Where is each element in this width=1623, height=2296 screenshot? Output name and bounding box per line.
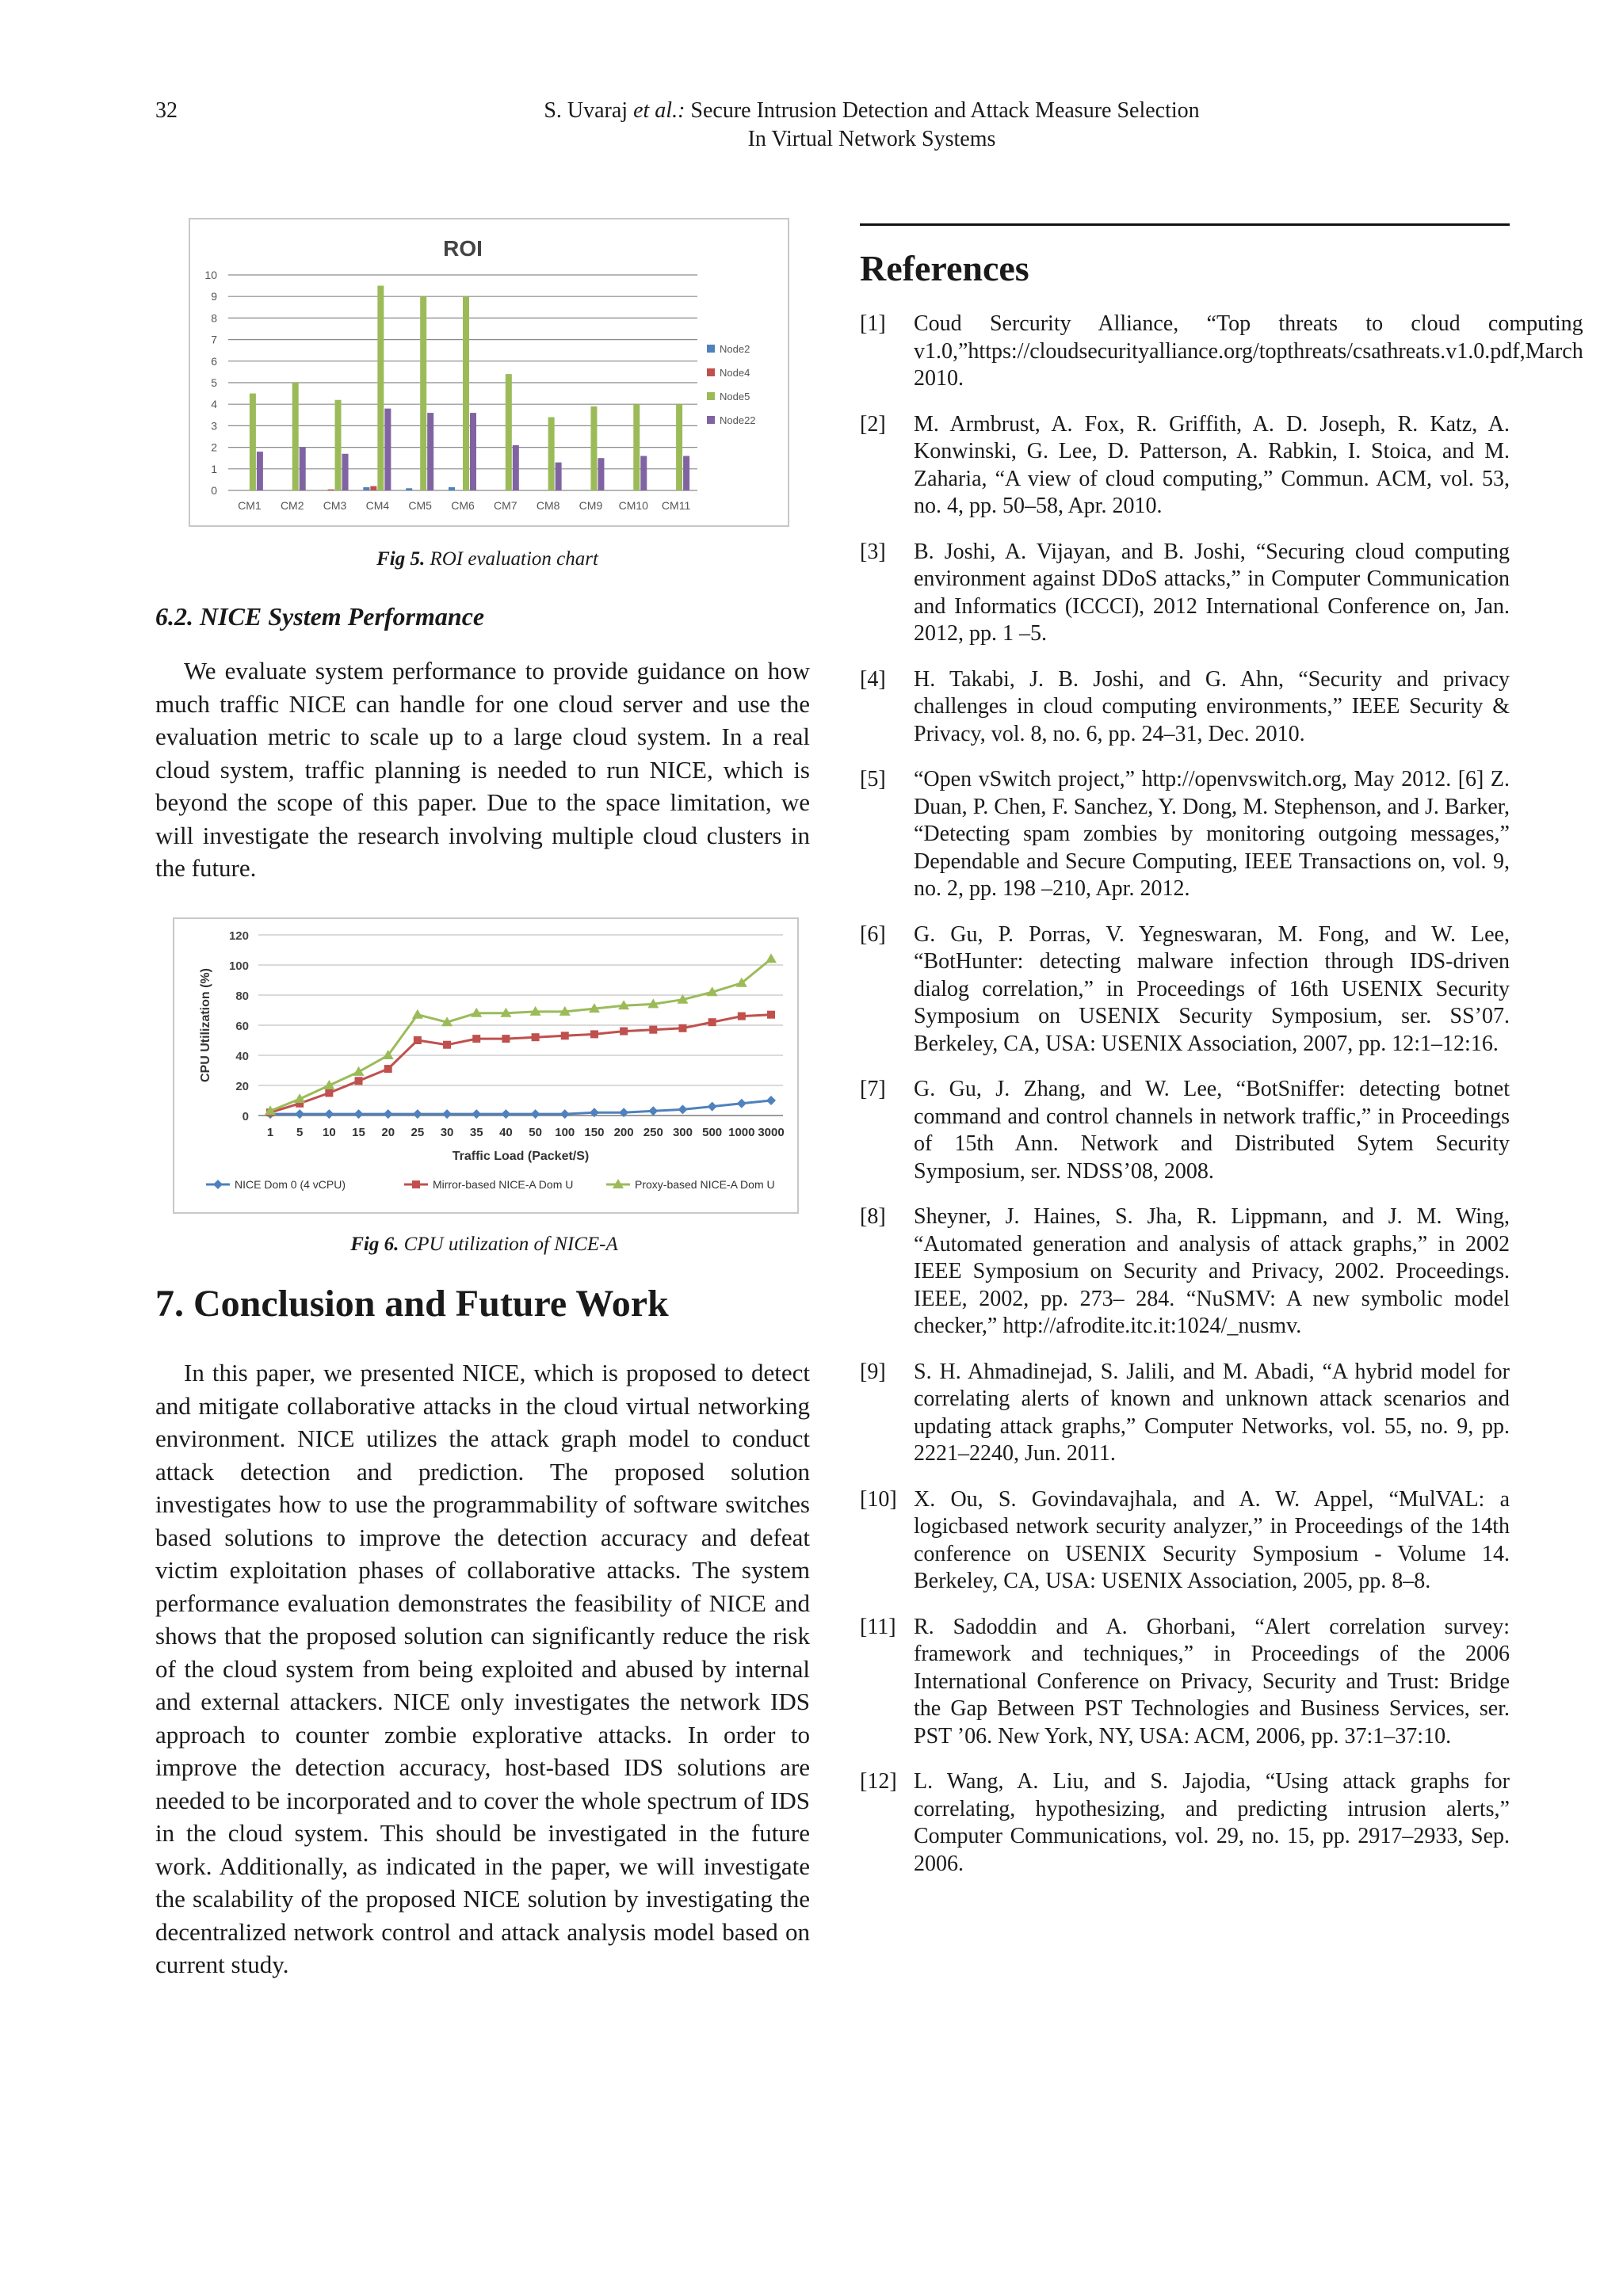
- y-tick-label: 60: [235, 1020, 249, 1033]
- data-point: [532, 1033, 540, 1041]
- reference-text: S. H. Ahmadinejad, S. Jalili, and M. Abadi, “A hybrid model for correlating alerts of known and unknown attack scenarios and updating attack graphs,” Computer Networks, vol. 55, no. 9, pp. 2221–2240, Jun. 2011.: [914, 1359, 1510, 1466]
- fig6-chart-frame: [173, 917, 799, 1214]
- y-tick-label: 4: [211, 398, 217, 411]
- bar-node5: [250, 394, 256, 490]
- references-list: [860, 311, 1583, 1896]
- x-tick-label: 500: [702, 1126, 723, 1139]
- y-tick-label: 3: [211, 419, 217, 433]
- fig6-caption-text: CPU utilization of NICE-A: [399, 1234, 618, 1255]
- reference-text: Sheyner, J. Haines, S. Jha, R. Lippmann, and J. M. Wing, “Automated generation and analysis of attack graphs,” in 2002 IEEE Symposium on Security and Privacy, 2002. Proceedings. IEEE, 2002, pp. 273– 284. “NuSMV: A new symbolic model checker,” http://afrodite.itc.it:1024/_nusmv.: [914, 1204, 1510, 1338]
- reference-item: [860, 921, 1510, 1058]
- x-tick-label: CM4: [365, 499, 390, 512]
- reference-item: [860, 539, 1510, 648]
- data-point: [560, 1109, 570, 1119]
- section-6-2-heading: 6.2. NICE System Performance: [155, 602, 485, 631]
- x-tick-label: CM1: [238, 499, 262, 512]
- roi-bar-chart: [190, 219, 788, 525]
- bar-node5: [377, 286, 384, 490]
- data-point: [413, 1109, 422, 1119]
- series-line: [270, 1015, 771, 1113]
- y-tick-label: 10: [204, 269, 217, 281]
- y-axis-label: CPU Utilization (%): [199, 968, 212, 1082]
- bar-node22: [470, 413, 476, 490]
- x-tick-label: CM2: [280, 499, 304, 512]
- bar-node2: [363, 487, 369, 490]
- x-axis-label: Traffic Load (Packet/S): [452, 1150, 590, 1163]
- x-tick-label: CM5: [408, 499, 432, 512]
- x-tick-label: 1: [266, 1126, 274, 1139]
- section-6-2-paragraph: We evaluate system performance to provide guidance on how much traffic NICE can handle for one cloud server and use the evaluation metric to scale up to a large cloud system. In a real cloud system, traffic planning is needed to run NICE, which is beyond the scope of this paper. Due to the space limitation, we will investigate the research involving multiple cloud clusters in the future.: [155, 657, 810, 882]
- bar-node5: [548, 418, 555, 490]
- bar-node22: [513, 445, 519, 490]
- reference-text: G. Gu, J. Zhang, and W. Lee, “BotSniffer: detecting botnet command and control channels in network traffic,” in Proceedings of 15th Ann. Network and Distributed Sytem Security Symposium, ser. NDSS’08, 2008.: [914, 1077, 1510, 1184]
- data-point: [620, 1028, 628, 1035]
- y-tick-label: 100: [228, 959, 249, 973]
- reference-number: [7]: [860, 1077, 886, 1101]
- y-tick-label: 9: [211, 290, 217, 303]
- bar-node22: [640, 456, 647, 490]
- reference-number: [11]: [860, 1614, 896, 1639]
- y-tick-label: 80: [235, 990, 249, 1003]
- data-point: [708, 1102, 717, 1112]
- data-point: [708, 1018, 716, 1026]
- bar-node5: [676, 404, 682, 490]
- running-head-title-1: Secure Intrusion Detection and Attack Measure Selection: [685, 98, 1200, 123]
- data-point: [767, 1011, 775, 1019]
- x-tick-label: CM9: [579, 499, 603, 512]
- legend-label: Node2: [720, 343, 750, 355]
- reference-text: B. Joshi, A. Vijayan, and B. Joshi, “Securing cloud computing environment against DDoS attacks,” in Computer Communication and Informatics (ICCCI), 2012 International Conference on, Jan. 2012, pp. 1 –5.: [914, 539, 1510, 646]
- bar-node5: [292, 383, 299, 490]
- data-point: [766, 953, 777, 963]
- reference-number: [2]: [860, 411, 886, 437]
- bar-node5: [590, 406, 597, 490]
- fig6-caption-label: Fig 6.: [350, 1234, 399, 1255]
- reference-item: [860, 666, 1510, 749]
- legend-swatch: [707, 368, 715, 376]
- reference-text: R. Sadoddin and A. Ghorbani, “Alert correlation survey: framework and techniques,” in Proceedings of the 2006 International Conference on Privacy, Security and Trust: Bridge the Gap Between PST Technologies and Business Services, ser. PST ’06. New York, NY, USA: ACM, 2006, pp. 37:1–37:10.: [914, 1614, 1510, 1749]
- x-tick-label: 1000: [728, 1126, 755, 1139]
- y-tick-label: 0: [242, 1110, 249, 1123]
- data-point: [590, 1030, 598, 1038]
- references-rule: [860, 223, 1510, 226]
- references-heading: References: [860, 248, 1029, 288]
- legend-swatch: [707, 345, 715, 353]
- running-head-etal: et al.:: [633, 98, 685, 123]
- reference-number: [8]: [860, 1204, 886, 1229]
- y-tick-label: 2: [211, 441, 217, 454]
- reference-item: [860, 1768, 1510, 1878]
- data-point: [678, 1104, 687, 1114]
- x-tick-label: 10: [323, 1126, 336, 1139]
- x-tick-label: CM11: [661, 499, 691, 512]
- chart-title: ROI: [443, 236, 483, 261]
- data-point: [384, 1065, 392, 1073]
- y-tick-label: 120: [228, 929, 249, 943]
- reference-number: [12]: [860, 1769, 897, 1794]
- x-tick-label: 25: [411, 1126, 425, 1139]
- data-point: [502, 1035, 510, 1043]
- data-point: [766, 1096, 776, 1105]
- data-point: [678, 1024, 686, 1032]
- legend-label: NICE Dom 0 (4 vCPU): [235, 1178, 346, 1191]
- series-line: [270, 1100, 771, 1114]
- reference-text: M. Armbrust, A. Fox, R. Griffith, A. D. Joseph, R. Katz, A. Konwinski, G. Lee, D. Patterson, A. Rabkin, I. Stoica, and M. Zaharia, “A view of cloud computing,” Commun. ACM, vol. 53, no. 4, pp. 50–58, Apr. 2010.: [914, 411, 1510, 518]
- reference-text: X. Ou, S. Govindavajhala, and A. W. Appel, “MulVAL: a logicbased network security analyzer,” in Proceedings of the 14th conference on USENIX Security Symposium - Volume 14. Berkeley, CA, USA: USENIX Association, 2005, pp. 8–8.: [914, 1486, 1510, 1593]
- data-point: [472, 1035, 480, 1043]
- section-7-heading: 7. Conclusion and Future Work: [155, 1283, 669, 1325]
- reference-number: [1]: [860, 311, 886, 336]
- data-point: [442, 1109, 452, 1119]
- bar-node22: [257, 452, 263, 490]
- reference-item: [860, 1076, 1510, 1185]
- x-tick-label: 200: [613, 1126, 634, 1139]
- data-point: [355, 1077, 363, 1085]
- reference-text: “Open vSwitch project,” http://openvswitch.org, May 2012. [6] Z. Duan, P. Chen, F. Sanchez, Y. Dong, M. Stephenson, and J. Barker, “Detecting spam zombies by monitoring outgoing messages,” Dependable and Secure Computing, IEEE Transactions on, vol. 9, no. 2, pp. 198 –210, Apr. 2012.: [914, 767, 1510, 901]
- running-head: [396, 97, 1347, 154]
- bar-node5: [335, 400, 342, 490]
- bar-node22: [300, 448, 306, 490]
- page-number: 32: [155, 98, 178, 123]
- x-tick-label: 40: [499, 1126, 513, 1139]
- reference-item: [860, 411, 1510, 521]
- data-point: [737, 1099, 747, 1108]
- running-head-author: S. Uvaraj: [544, 98, 634, 123]
- reference-text: L. Wang, A. Liu, and S. Jajodia, “Using attack graphs for correlating, hypothesizing, and predicting intrusion alerts,” Computer Communications, vol. 29, no. 15, pp. 2917–2933, Sep. 2006.: [914, 1769, 1510, 1876]
- x-tick-label: CM7: [494, 499, 517, 512]
- x-tick-label: 300: [672, 1126, 693, 1139]
- data-point: [648, 1106, 658, 1116]
- reference-number: [5]: [860, 767, 886, 791]
- reference-number: [3]: [860, 539, 886, 564]
- x-tick-label: 30: [440, 1126, 454, 1139]
- reference-number: [10]: [860, 1486, 897, 1512]
- data-point: [414, 1036, 422, 1044]
- reference-number: [9]: [860, 1359, 886, 1384]
- x-tick-label: 50: [529, 1126, 542, 1139]
- y-tick-label: 0: [211, 484, 217, 497]
- legend-swatch: [707, 416, 715, 424]
- bar-node4: [370, 486, 376, 490]
- data-point: [561, 1032, 569, 1039]
- reference-text: G. Gu, P. Porras, V. Yegneswaran, M. Fong, and W. Lee, “BotHunter: detecting malware infection through IDS-driven dialog correlation,” in Proceedings of 16th USENIX Security Symposium on USENIX Security Symposium, ser. SS’07. Berkeley, CA, USA: USENIX Association, 2007, pp. 12:1–12:16.: [914, 921, 1510, 1056]
- data-point: [354, 1109, 364, 1119]
- bar-node2: [406, 488, 412, 490]
- data-point: [324, 1109, 334, 1119]
- data-point: [443, 1041, 451, 1049]
- x-tick-label: CM3: [323, 499, 347, 512]
- data-point: [325, 1089, 333, 1097]
- x-tick-label: 20: [381, 1126, 395, 1139]
- legend-label: Node5: [720, 391, 750, 402]
- x-tick-label: CM8: [536, 499, 560, 512]
- x-tick-label: CM6: [451, 499, 475, 512]
- bar-node22: [556, 463, 562, 490]
- reference-item: [860, 311, 1583, 393]
- fig6-caption: [173, 1234, 796, 1256]
- fig5-chart-frame: [189, 218, 789, 527]
- legend-label: Mirror-based NICE-A Dom U: [433, 1178, 574, 1191]
- legend-marker: [412, 1180, 420, 1188]
- data-point: [738, 1013, 746, 1020]
- bar-node22: [384, 409, 391, 490]
- y-tick-label: 20: [235, 1080, 249, 1093]
- legend-label: Node4: [720, 367, 750, 379]
- fig5-caption: [189, 548, 786, 570]
- bar-node22: [427, 413, 433, 490]
- y-tick-label: 1: [211, 462, 217, 475]
- reference-number: [4]: [860, 666, 886, 692]
- cpu-line-chart: [174, 919, 797, 1212]
- x-tick-label: CM10: [618, 499, 648, 512]
- y-tick-label: 5: [211, 376, 217, 389]
- y-tick-label: 7: [211, 333, 217, 346]
- bar-node2: [449, 487, 455, 490]
- data-point: [384, 1109, 393, 1119]
- x-tick-label: 100: [555, 1126, 575, 1139]
- data-point: [649, 1026, 657, 1034]
- bar-node22: [683, 456, 689, 490]
- data-point: [412, 1009, 423, 1019]
- series-line: [270, 959, 771, 1111]
- section-7-paragraph: In this paper, we presented NICE, which is proposed to detect and mitigate collaborative attacks in the cloud virtual networking environment. NICE utilizes the attack graph model to conduct attack detection and prediction. The proposed solution investigates how to use the programmability of software switches based solutions to improve the detection accuracy and defeat victim exploitation phases of collaborative attacks. The system performance evaluation demonstrates the feasibility of NICE and shows that the proposed solution can significantly reduce the risk of the cloud system from being exploited and abused by internal and external attackers. NICE only investigates the network IDS approach to counter zombie explorative attacks. In order to improve the detection accuracy, host-based IDS solutions are needed to be incorporated and to cover the whole spectrum of IDS in the cloud system. This should be investigated in the future work. Additionally, as indicated in the paper, we will investigate the scalability of the proposed NICE solution by investigating the decentralized network control and attack analysis model based on current study.: [155, 1359, 810, 1978]
- bar-node5: [420, 296, 426, 490]
- running-head-title-2: In Virtual Network Systems: [747, 127, 996, 151]
- data-point: [295, 1109, 304, 1119]
- fig5-caption-label: Fig 5.: [376, 548, 426, 570]
- bar-node5: [506, 374, 512, 490]
- x-tick-label: 35: [469, 1126, 483, 1139]
- data-point: [531, 1109, 540, 1119]
- reference-item: [860, 1614, 1510, 1751]
- reference-item: [860, 1486, 1510, 1596]
- legend-label: Proxy-based NICE-A Dom U: [635, 1178, 775, 1191]
- legend-swatch: [707, 392, 715, 400]
- reference-text: H. Takabi, J. B. Joshi, and G. Ahn, “Security and privacy challenges in cloud computing environments,” IEEE Security & Privacy, vol. 8, no. 6, pp. 24–31, Dec. 2010.: [914, 666, 1510, 746]
- x-tick-label: 5: [296, 1126, 304, 1139]
- bar-node5: [633, 404, 640, 490]
- reference-text: Coud Sercurity Alliance, “Top threats to cloud computing v1.0,”https://cloudsecurityalliance.org/topthreats/csathreats.v1.0.pdf,March 2010.: [914, 311, 1583, 391]
- y-tick-label: 8: [211, 311, 217, 325]
- legend-label: Node22: [720, 414, 756, 426]
- legend-marker: [213, 1180, 223, 1189]
- reference-item: [860, 766, 1510, 903]
- data-point: [501, 1109, 510, 1119]
- x-tick-label: 250: [643, 1126, 663, 1139]
- reference-item: [860, 1203, 1510, 1341]
- x-tick-label: 150: [584, 1126, 605, 1139]
- y-tick-label: 40: [235, 1050, 249, 1063]
- fig5-caption-text: ROI evaluation chart: [425, 548, 598, 570]
- x-tick-label: 3000: [758, 1126, 785, 1139]
- reference-item: [860, 1359, 1510, 1468]
- data-point: [353, 1066, 365, 1076]
- data-point: [472, 1109, 481, 1119]
- bar-node22: [342, 454, 349, 490]
- x-tick-label: 15: [352, 1126, 365, 1139]
- reference-number: [6]: [860, 921, 886, 947]
- bar-node5: [463, 296, 469, 490]
- y-tick-label: 6: [211, 354, 217, 368]
- bar-node22: [598, 458, 604, 490]
